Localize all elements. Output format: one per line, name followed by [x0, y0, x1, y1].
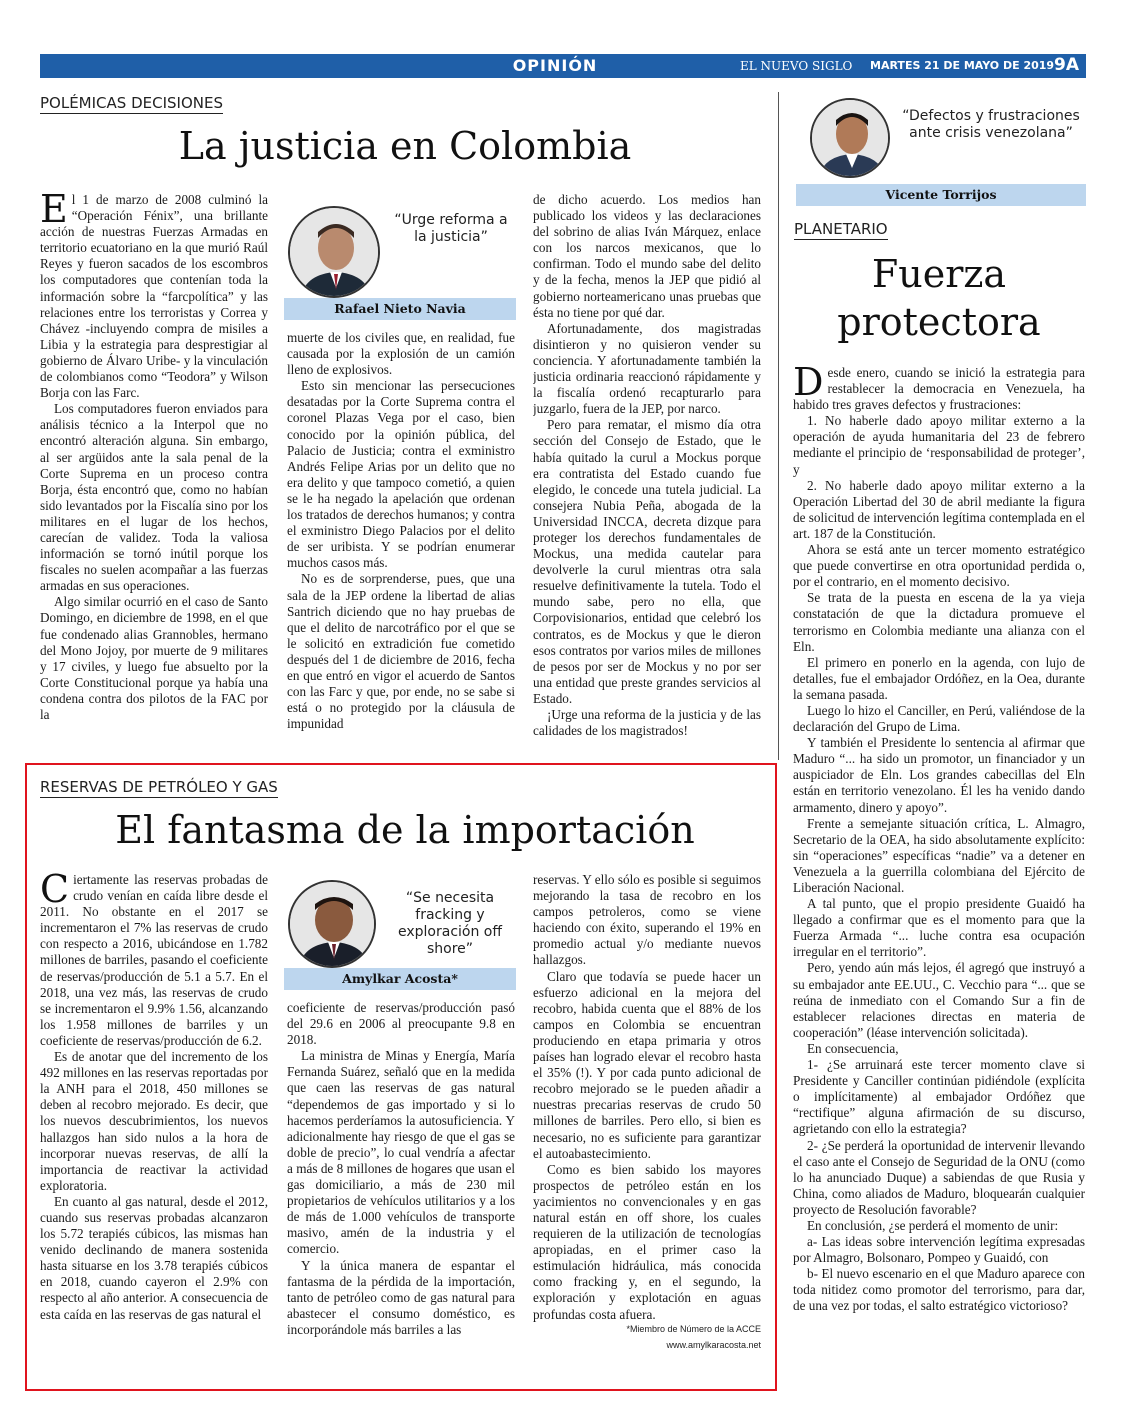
paragraph: Se trata de la puesta en escena de la ya vieja constatación de que la dictadura promueve el terrorismo en Colombia mediante una alianza con el Eln. — [793, 590, 1085, 654]
paragraph: El primero en ponerlo en la agenda, con lujo de detalles, fue el embajador Ordóñez, en la Oea, durante la semana pasada. — [793, 654, 1085, 702]
issue-date: MARTES 21 DE MAYO DE 2019 — [870, 59, 1055, 72]
article1-column-1 — [40, 192, 268, 752]
article1-headline: La justicia en Colombia — [178, 124, 632, 168]
article2-column-3 — [533, 872, 761, 1324]
article2-column-1 — [40, 872, 268, 1380]
paragraph: En consecuencia, — [807, 1040, 899, 1056]
paragraph: No es de sorprenderse, pues, que una sala de la JEP ordene la libertad de alias Santrich diciendo que no hay pruebas de que el delito de narcotráfico por el que se le solicitó en extradición fue cometido después del 1 de diciembre de 2016, fecha en que entró en vigor el acuerdo de Santos con las Farc y que, por ende, no se sabe si está o no protegido por la cláusula de impunidad — [287, 571, 515, 732]
author-quote: “Defectos y frustraciones ante crisis venezolana” — [902, 108, 1080, 141]
paragraph: ¡Urge una reforma de la justicia y de las calidades de los magistrados! — [533, 707, 761, 739]
newspaper-name: EL NUEVO SIGLO — [740, 59, 853, 73]
paragraph: de dicho acuerdo. Los medios han publicado los videos y las declaraciones del sobrino de alias Iván Márquez, enlace con los narcos mexicanos, que lo confirman. Todo el mundo sabe del delito y de la fecha, menos la JEP que pidió al gobierno norteamericano unas pruebas que ésta no tiene por qué dar. — [533, 192, 761, 320]
section-name: OPINIÓN — [512, 56, 598, 75]
author-name: Rafael Nieto Navia — [284, 298, 516, 320]
paragraph: Como es bien sabido los mayores prospectos de petróleo están en los yacimientos no convencionales y en gas natural están en off shore, los cuales requieren de la utilización de tecnologías apropiadas, en el primer caso la estimulación hidráulica, más conocida como fracking y, en el segundo, la exploración y explotación en aguas profundas costa afuera. — [533, 1161, 761, 1322]
paragraph: 1. No haberle dado apoyo militar externo a la operación de ayuda humanitaria del 23 de febrero mediante el principio de ‘responsabilidad de proteger’, y — [793, 413, 1085, 477]
paragraph: Pero para rematar, el mismo día otra sección del Consejo de Estado, que le había quitado la curul a Mockus porque era contratista del Estado cuando fue elegido, le concede una tutela judicial. La consejera Nubia Peña, abogada de la Universidad INCCA, decreta dizque para proteger los derechos fundamentales de Mockus, una medida cautelar para devolverle la curul mientras otra sala resuelve definitivamente la tutela. Todo el mundo sabe, pero no ella, que Corpovisionarios, entidad que celebró los contratos, es de Mockus y que le dieron esos contratos por varios miles de millones de pesos por ser de Mockus y no por ser una entidad que preste grandes servicios al Estado. — [533, 417, 761, 706]
portrait-vicente-torrijos — [810, 98, 890, 178]
author-quote: “Se necesita fracking y exploración off shore” — [397, 890, 502, 957]
paragraph: muerte de los civiles que, en realidad, fue causada por la explosión de un camión lleno de explosivos. — [287, 330, 515, 378]
article1-column-3 — [533, 192, 761, 752]
article1-kicker: POLÉMICAS DECISIONES — [40, 94, 223, 112]
author-name: Amylkar Acosta* — [284, 968, 516, 990]
article1-column-2 — [287, 330, 515, 752]
author-box-amylkar — [284, 876, 516, 992]
dropcap: D — [793, 365, 824, 404]
paragraph: Frente a semejante situación crítica, L. Almagro, Secretario de la OEA, ha sido absolutamente explícito: sin “operaciones” específicas “nadie” va a detener en Venezuela a la guerrilla colombiana del Ejército de Liberación Nacional. — [793, 815, 1085, 895]
article2-headline: El fantasma de la importación — [115, 808, 695, 852]
paragraph: La ministra de Minas y Energía, María Fernanda Suárez, señaló que en la medida que caen las reservas de gas natural “dependemos de gas importado y si lo hacemos perderíamos la autosuficiencia. Y adicionalmente hay riesgo de que el gas se doble de precio”, lo cual vendría a afectar a más de 8 millones de hogares que usan el gas domiciliario, a más de 230 mil propietarios de vehículos utilitarios y a los de más de 1.000 vehículos de transporte masivo, amén de la industria y el comercio. — [287, 1048, 515, 1257]
article3-kicker: PLANETARIO — [794, 220, 888, 238]
article3-column — [793, 365, 1085, 1383]
dropcap: E — [40, 192, 68, 231]
paragraph: Y la única manera de espantar el fantasma de la pérdida de la importación, tanto de petróleo como de gas natural para abastecer el consumo doméstico, es incorporándole más barriles a las — [287, 1257, 515, 1337]
paragraph: 2. No haberle dado apoyo militar externo a la Operación Libertad del 30 de abril mediante la figura de solicitud de intervención legítima contemplada en el art. 187 de la Constitución. — [793, 477, 1085, 541]
author-quote: “Urge reforma a la justicia” — [394, 212, 508, 245]
paragraph: a- Las ideas sobre intervención legítima expresadas por Almagro, Bolsonaro, Pompeo y Guaidó, con — [793, 1234, 1085, 1266]
paragraph: A tal punto, que el propio presidente Guaidó ha llegado a confirmar que es el momento para que la Fuerza Armada “... luche contra esa ocupación irregular en el territorio”. — [793, 896, 1085, 960]
paragraph: Luego lo hizo el Canciller, en Perú, valiéndose de la declaración del Grupo de Lima. — [793, 702, 1085, 735]
paragraph: b- El nuevo escenario en el que Maduro aparece con toda nitidez como promotor del terrorismo, para dar, de una vez por todas, el salto estratégico victorioso? — [793, 1266, 1085, 1314]
article3-headline-line1: Fuerza — [871, 252, 1007, 296]
paragraph: Ahora se está ante un tercer momento estratégico que puede convertirse en otra oportunidad perdida o, por el contrario, en el momento decisivo. — [793, 542, 1085, 590]
paragraph: Y también el Presidente lo sentencia al afirmar que Maduro “... ha sido un promotor, un financiador y un auspiciador de Eln. Los grandes cabecillas del Eln están en territorio venezolano. Él les ha venido dando armamento, dinero y apoyo”. — [793, 735, 1085, 815]
paragraph: Es de anotar que del incremento de los 492 millones en las reservas reportadas por la ANH para el 2018, 450 millones se deben al recobro mejorado. Es decir, que los nuevos descubrimientos, los nuevos hallazgos han sido nulos a la hora de incorporar nuevas reservas, de allí la importancia de reactivar la actividad exploratoria. — [40, 1049, 268, 1193]
paragraph: Los computadores fueron enviados para análisis técnico a la Interpol que no encontró alteración alguna. Sin embargo, al ser argüidos ante la sala penal de la Corte Suprema en un proceso contra Borja, ésta encontró que, como no habían sido levantados por la Fiscalía sino por los militares en el lugar de los hechos, carecían de validez. Toda la valiosa información se tornó inútil porque los fiscales no suelen acompañar a las fuerzas armadas en sus operaciones. — [40, 401, 268, 594]
author-footnote: *Miembro de Número de la ACCE — [626, 1324, 761, 1334]
author-box-vicente — [796, 92, 1086, 208]
article2-kicker: RESERVAS DE PETRÓLEO Y GAS — [40, 778, 278, 796]
paragraph: 1- ¿Se arruinará este tercer momento clave si Presidente y Canciller continúan pidiéndole (explícita o implícitamente) al embajador Ordóñez que “rectifique” alguna afirmación de su discurso, agrietando con ello la estrategia? — [793, 1057, 1085, 1137]
paragraph: iertamente las reservas probadas de crudo venían en caída libre desde el 2011. No obstante en el 2017 se incrementaron el 7% las reservas de crudo con respecto a 2016, ubicándose en 1.782 millones de barriles, pasando el coeficiente de reservas/producción de 5.1 a 5.7. En el 2018, una vez más, las reservas de crudo se incrementaron el 9.9% 1.56, alcanzando los 1.958 millones de barriles y un coeficiente de reservas/producción de 6.2. — [40, 872, 268, 1048]
paragraph: Claro que todavía se puede hacer un esfuerzo adicional en la mejora del recobro, habida cuenta que el 88% de los campos en Colombia se encuentran produciendo en etapa primaria y otros países han logrado elevar el recobro hasta el 35% (!). Y por cada punto adicional de recobro mejorado se le pueden añadir a nuestras precarias reservas de crudo 50 millones de barriles. Pero ello, si bien es necesario, no es suficiente para garantizar el autoabastecimiento. — [533, 968, 761, 1161]
author-box-rafael — [284, 200, 516, 322]
column-divider — [778, 92, 779, 760]
dropcap: C — [40, 872, 70, 911]
author-name: Vicente Torrijos — [796, 184, 1086, 206]
article2-column-2 — [287, 1000, 515, 1380]
page-number: 9A — [1054, 55, 1079, 75]
paragraph: coeficiente de reservas/producción pasó del 29.6 en 2006 al preocupante 9.8 en 2018. — [287, 1000, 515, 1048]
paragraph: En conclusión, ¿se perderá el momento de unir: — [807, 1217, 1059, 1233]
paragraph: Afortunadamente, dos magistradas disintieron y no quisieron vender su conciencia. Y afortunadamente también la justicia ordinaria reaccionó rápidamente y la fiscalía ordenó recapturarlo para juzgarlo, fuera de la JEP, por narco. — [533, 320, 761, 417]
paragraph: l 1 de marzo de 2008 culminó la “Operación Fénix”, una brillante acción de nuestras Fuerzas Armadas en territorio ecuatoriano en la que murió Raúl Reyes y fueron sacados de los escombros los computadores que contenían toda la información sobre la “farcpolítica” y las relaciones entre los terroristas y Correa y Chávez -incluyendo compra de misiles a Libia y la estrategia para desprestigiar al gobierno de Álvaro Uribe- y la vinculación de colombianos como “Teodora” y Wilson Borja con las Farc. — [40, 192, 268, 401]
paragraph: 2- ¿Se perderá la oportunidad de intervenir llevando el caso ante el Consejo de Seguridad de la ONU (como lo ha anunciado Duque) a sabiendas de que Rusia y China, como aliados de Maduro, bloquearán cualquier proyecto de Resolución favorable? — [793, 1137, 1085, 1217]
paragraph: Esto sin mencionar las persecuciones desatadas por la Corte Suprema contra el coronel Plazas Vega por el caso, bien conocido por la opinión pública, del Palacio de Justicia; contra el exministro Andrés Felipe Arias por un delito que no era delito y que tampoco cometió, a quien se le ha negado la apelación que ordenan los tratados de derechos humanos; y contra el exministro Diego Palacios por el delito de ser uribista. Y se podrían enumerar muchos casos más. — [287, 378, 515, 571]
portrait-amylkar-acosta — [288, 880, 376, 968]
paragraph: Pero, yendo aún más lejos, él agregó que instruyó a su embajador ante EE.UU., C. Vecchio para “... que se reúna de inmediato con el Comando Sur a fin de establecer relaciones directas en materia de cooperación” (léase intervención solicitada). — [793, 960, 1085, 1040]
paragraph: Algo similar ocurrió en el caso de Santo Domingo, en diciembre de 1998, en el que fue condenado alias Grannobles, hermano del Mono Jojoy, por muerte de 9 militares y 17 civiles, y luego fue absuelto por la Corte Constitucional porque ya había una condena contra dos pilotos de la FAC por la — [40, 594, 268, 722]
paragraph: reservas. Y ello sólo es posible si seguimos mejorando la tasa de recobro en los campos petroleros, como se viene haciendo con éxito, superando el 19% en promedio actual y/o mediante nuevos hallazgos. — [533, 872, 761, 968]
paragraph: En cuanto al gas natural, desde el 2012, cuando sus reservas probadas alcanzaron los 5.72 terapiés cúbicos, las mismas han venido declinando de manera sostenida hasta situarse en los 3.78 terapiés cúbicos en 2018, cuando cayeron el 2.9% con respecto al año anterior. A consecuencia de esta caída en las reservas de gas natural el — [40, 1193, 268, 1322]
paragraph: esde enero, cuando se inició la estrategia para restablecer la democracia en Venezuela, ha habido tres graves defectos y frustraciones: — [793, 365, 1085, 413]
article3-headline-line2: protectora — [837, 300, 1041, 344]
author-website: www.amylkaracosta.net — [666, 1340, 761, 1350]
portrait-rafael-nieto-navia — [288, 206, 380, 298]
